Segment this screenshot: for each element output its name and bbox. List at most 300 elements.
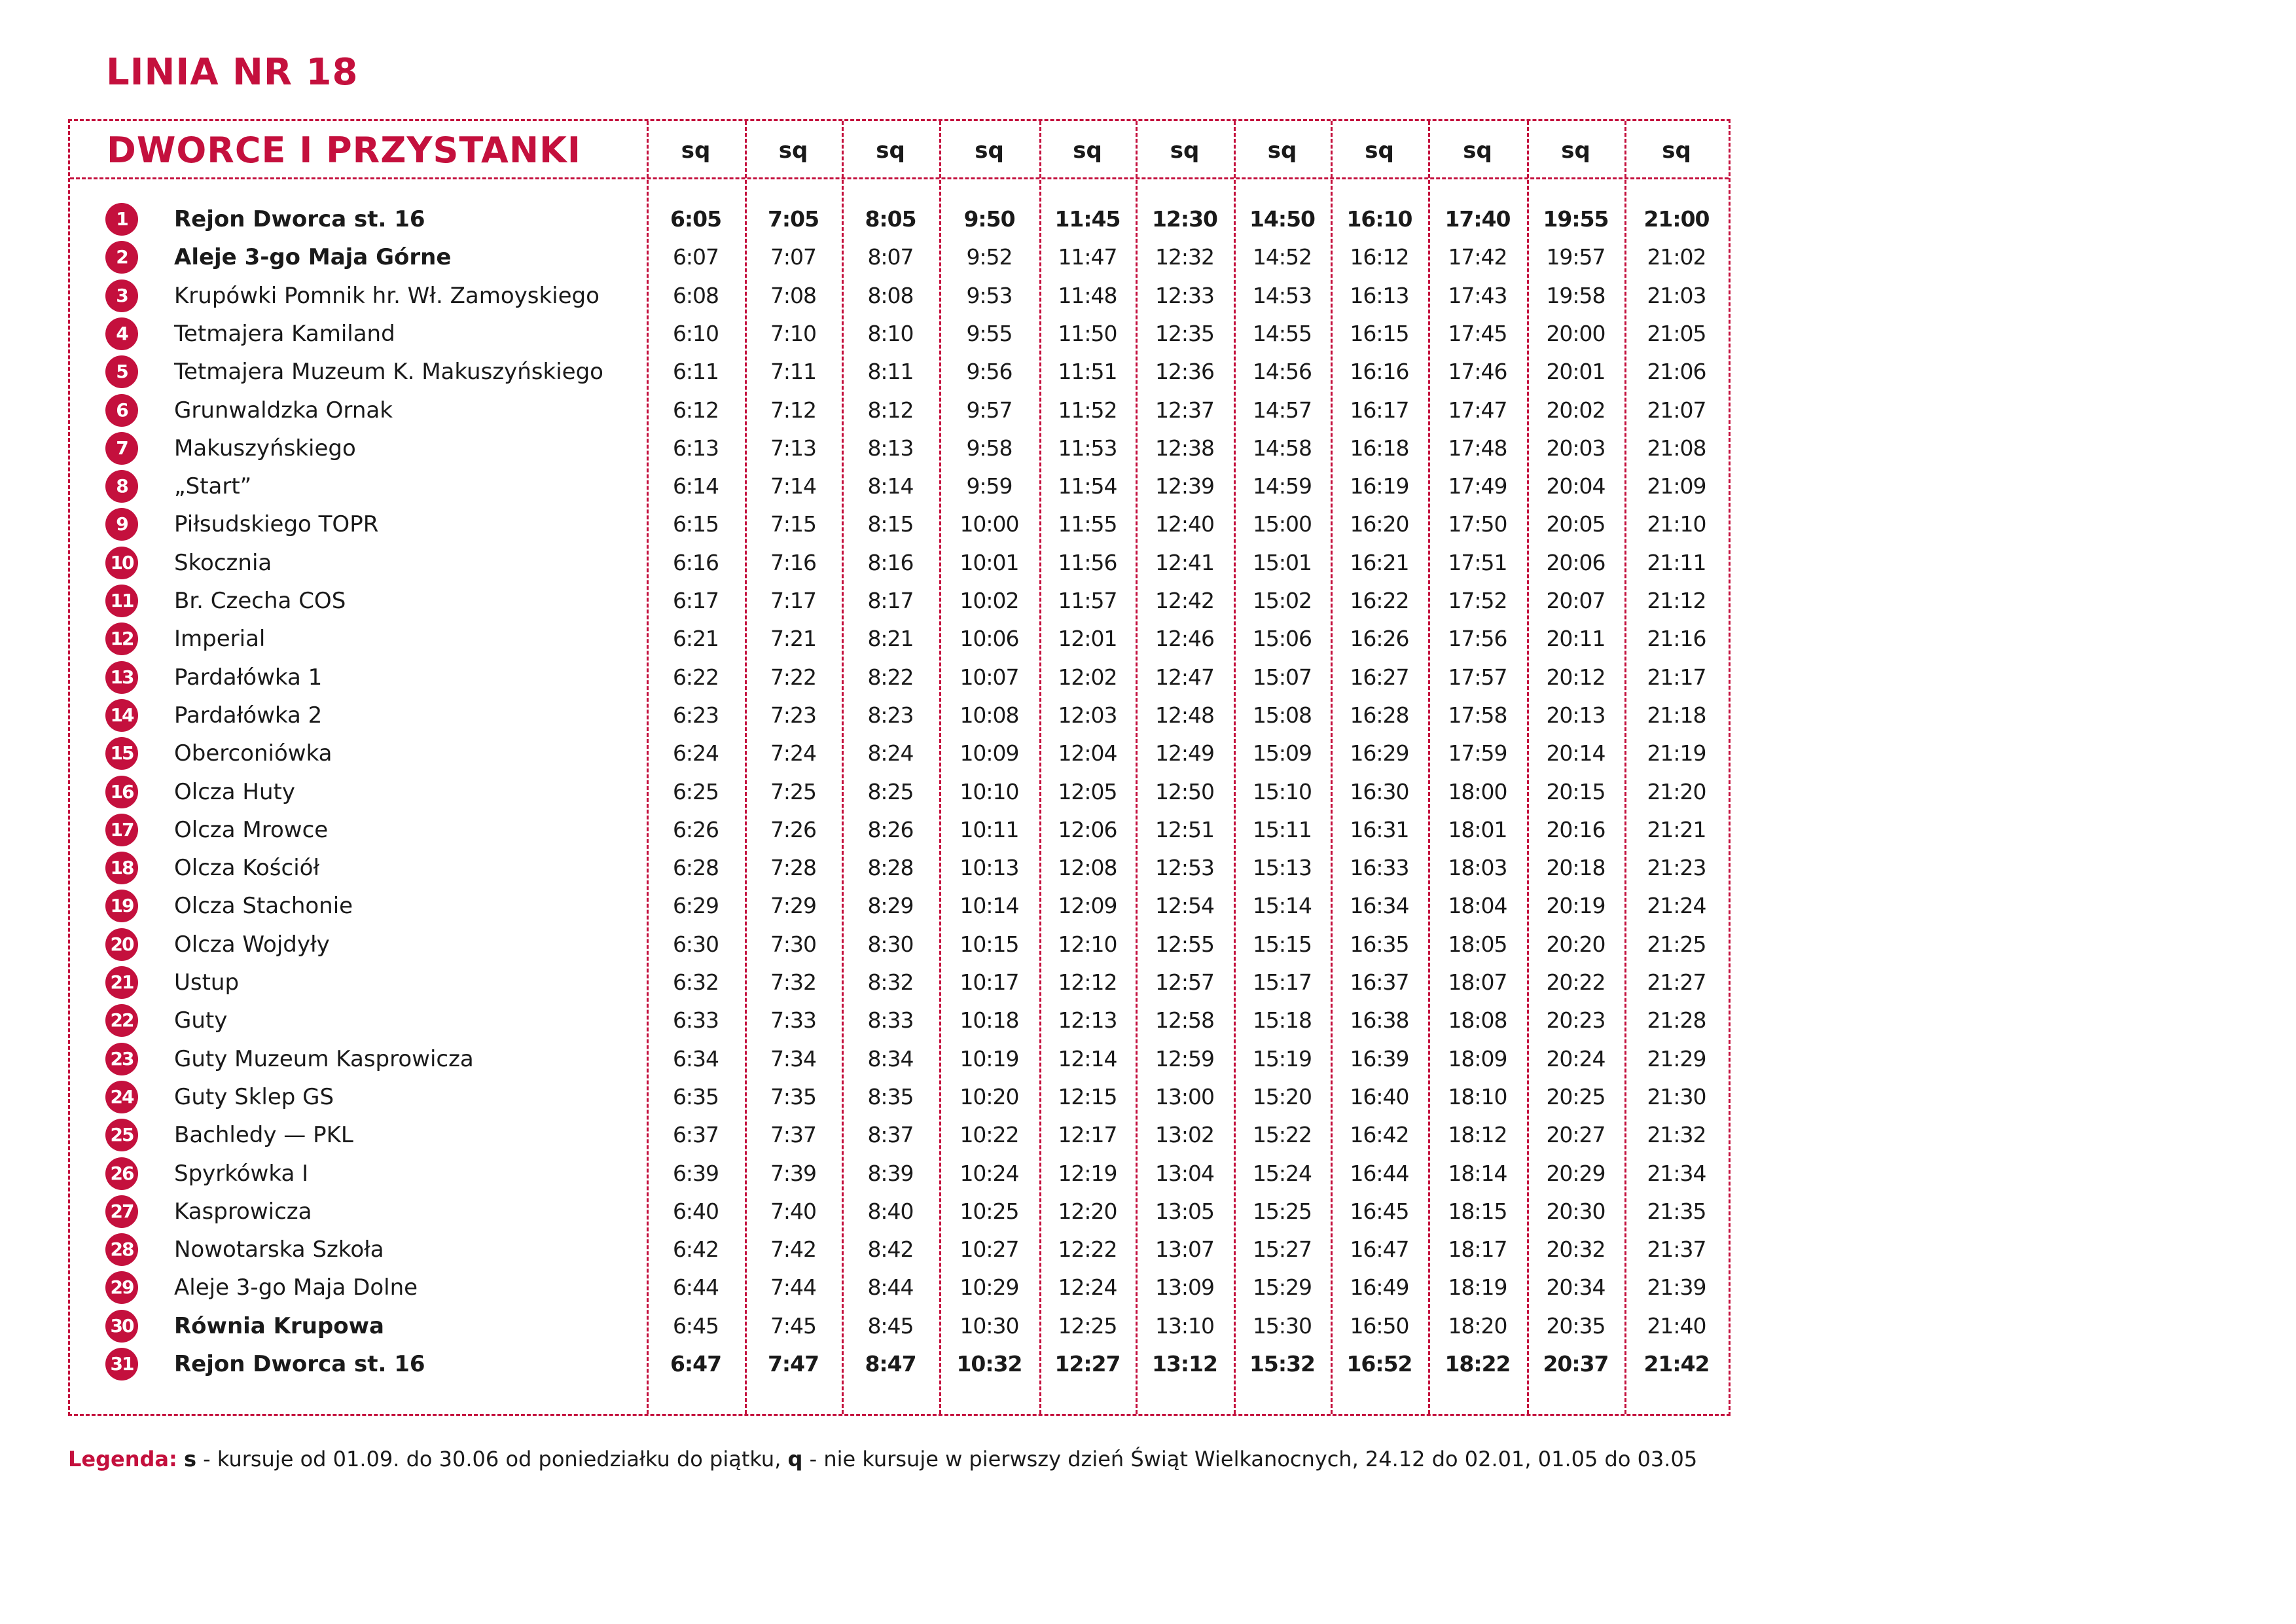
departure-time: 8:08 [867,282,914,308]
table-row [70,887,1729,925]
departure-time: 19:55 [1543,206,1609,232]
departure-time: 15:24 [1252,1160,1312,1186]
departure-time: 16:52 [1346,1351,1412,1377]
departure-time: 20:11 [1546,626,1605,652]
departure-time: 12:46 [1155,626,1215,652]
stop-name: Olcza Wojdyły [174,931,330,958]
departure-time: 10:11 [960,816,1019,842]
departure-time: 10:30 [960,1312,1019,1339]
departure-time: 11:56 [1058,549,1117,575]
departure-time: 18:08 [1448,1007,1507,1034]
departure-time: 18:12 [1448,1122,1507,1148]
table-row [70,1231,1729,1269]
departure-time: 20:32 [1546,1236,1605,1263]
stop-name: Tetmajera Muzeum K. Makuszyńskiego [174,359,603,386]
departure-time: 17:40 [1444,206,1511,232]
table-row [70,1155,1729,1193]
departure-time: 21:05 [1647,320,1706,346]
departure-time: 8:15 [867,511,914,537]
departure-time: 15:18 [1252,1007,1312,1034]
departure-time: 20:02 [1546,397,1605,423]
departure-time: 10:27 [960,1236,1019,1263]
departure-time: 7:16 [770,549,817,575]
departure-time: 13:00 [1155,1083,1215,1110]
course-header-3: sq [876,137,905,164]
departure-time: 13:09 [1155,1274,1215,1301]
departure-time: 6:13 [672,435,719,461]
stop-name: Skocznia [174,549,272,576]
departure-time: 21:12 [1647,588,1706,613]
departure-time: 6:23 [672,702,719,728]
departure-time: 9:53 [966,282,1013,308]
departure-time: 11:55 [1058,511,1117,537]
departure-time: 8:45 [867,1312,914,1339]
stop-name: Piłsudskiego TOPR [174,511,379,538]
departure-time: 20:23 [1546,1007,1605,1034]
stop-name: Pardałówka 2 [174,702,323,729]
departure-time: 8:34 [867,1045,914,1072]
departure-time: 14:55 [1252,320,1312,346]
legend-s-text: - kursuje od 01.09. do 30.06 od poniedziałku do piątku, [196,1447,788,1471]
departure-time: 18:01 [1448,816,1507,842]
table-row [70,1116,1729,1154]
departure-time: 20:04 [1546,473,1605,499]
departure-time: 21:35 [1647,1198,1706,1224]
table-row [70,277,1729,315]
departure-time: 14:57 [1252,397,1312,423]
column-separator [1428,121,1430,1414]
departure-time: 17:43 [1448,282,1507,308]
departure-time: 8:11 [867,359,914,385]
departure-time: 21:25 [1647,931,1706,957]
departure-time: 16:18 [1350,435,1409,461]
departure-time: 10:25 [960,1198,1019,1224]
departure-time: 8:21 [867,626,914,652]
departure-time: 21:28 [1647,1007,1706,1034]
stop-name: Makuszyńskiego [174,435,356,461]
departure-time: 8:05 [865,206,916,232]
departure-time: 17:57 [1448,664,1507,690]
departure-time: 8:33 [867,1007,914,1034]
departure-time: 16:21 [1350,549,1409,575]
departure-time: 7:10 [770,320,817,346]
departure-time: 7:12 [770,397,817,423]
departure-time: 17:56 [1448,626,1507,652]
course-header-2: sq [778,137,808,164]
departure-time: 15:20 [1252,1083,1312,1110]
departure-time: 7:42 [770,1236,817,1263]
stop-name: Imperial [174,626,266,653]
departure-time: 21:40 [1647,1312,1706,1339]
table-row [70,353,1729,391]
departure-time: 19:57 [1546,244,1605,270]
departure-time: 14:50 [1249,206,1316,232]
departure-time: 16:16 [1350,359,1409,385]
departure-time: 13:07 [1155,1236,1215,1263]
departure-time: 8:14 [867,473,914,499]
table-row [70,696,1729,734]
departure-time: 16:40 [1350,1083,1409,1110]
departure-time: 7:39 [770,1160,817,1186]
stop-name: Krupówki Pomnik hr. Wł. Zamoyskiego [174,282,600,309]
stop-number-badge: 5 [105,355,138,388]
column-separator [1624,121,1626,1414]
departure-time: 21:24 [1647,893,1706,919]
departure-time: 15:07 [1252,664,1312,690]
departure-time: 12:50 [1155,778,1215,804]
departure-time: 17:58 [1448,702,1507,728]
departure-time: 8:22 [867,664,914,690]
departure-time: 18:15 [1448,1198,1507,1224]
departure-time: 10:17 [960,969,1019,995]
departure-time: 15:10 [1252,778,1312,804]
departure-time: 14:53 [1252,282,1312,308]
stop-name: Guty [174,1007,228,1034]
departure-time: 7:08 [770,282,817,308]
departure-time: 21:18 [1647,702,1706,728]
departure-time: 17:59 [1448,740,1507,767]
departure-time: 16:39 [1350,1045,1409,1072]
table-row [70,773,1729,811]
departure-time: 15:09 [1252,740,1312,767]
stop-number-badge: 12 [105,623,138,655]
table-row [70,811,1729,849]
departure-time: 11:47 [1058,244,1117,270]
departure-time: 6:35 [672,1083,719,1110]
departure-time: 10:13 [960,855,1019,881]
table-row [70,544,1729,582]
departure-time: 16:12 [1350,244,1409,270]
stop-name: Oberconiówka [174,740,332,767]
course-header-10: sq [1561,137,1590,164]
departure-time: 12:22 [1058,1236,1117,1263]
stop-number-badge: 1 [105,203,138,236]
departure-time: 20:00 [1546,320,1605,346]
departure-time: 12:42 [1155,588,1215,613]
departure-time: 16:34 [1350,893,1409,919]
departure-time: 6:33 [672,1007,719,1034]
departure-time: 12:49 [1155,740,1215,767]
departure-time: 12:48 [1155,702,1215,728]
departure-time: 20:16 [1546,816,1605,842]
departure-time: 6:07 [672,244,719,270]
table-row [70,1078,1729,1116]
stop-number-badge: 13 [105,661,138,694]
stop-name: Guty Sklep GS [174,1083,334,1110]
departure-time: 6:08 [672,282,719,308]
departure-time: 7:33 [770,1007,817,1034]
table-row [70,926,1729,964]
departure-time: 6:11 [672,359,719,385]
table-row [70,429,1729,467]
departure-time: 21:23 [1647,855,1706,881]
departure-time: 21:09 [1647,473,1706,499]
table-row [70,964,1729,1001]
departure-time: 8:16 [867,549,914,575]
course-header-5: sq [1073,137,1102,164]
departure-time: 21:21 [1647,816,1706,842]
departure-time: 6:28 [672,855,719,881]
stop-number-badge: 6 [105,394,138,427]
departure-time: 17:47 [1448,397,1507,423]
departure-time: 16:20 [1350,511,1409,537]
departure-time: 7:35 [770,1083,817,1110]
departure-time: 20:01 [1546,359,1605,385]
stop-name: Rejon Dworca st. 16 [174,206,425,232]
departure-time: 12:06 [1058,816,1117,842]
column-separator [1234,121,1236,1414]
departure-time: 20:14 [1546,740,1605,767]
stop-name: Nowotarska Szkoła [174,1236,384,1263]
stop-number-badge: 27 [105,1195,138,1228]
stop-number-badge: 24 [105,1081,138,1113]
departure-time: 21:20 [1647,778,1706,804]
departure-time: 12:20 [1058,1198,1117,1224]
departure-time: 18:14 [1448,1160,1507,1186]
departure-time: 20:05 [1546,511,1605,537]
departure-time: 7:40 [770,1198,817,1224]
departure-time: 20:07 [1546,588,1605,613]
departure-time: 6:21 [672,626,719,652]
departure-time: 20:27 [1546,1122,1605,1148]
departure-time: 17:52 [1448,588,1507,613]
stop-number-badge: 29 [105,1271,138,1304]
departure-time: 16:15 [1350,320,1409,346]
departure-time: 6:34 [672,1045,719,1072]
departure-time: 12:38 [1155,435,1215,461]
departure-time: 11:53 [1058,435,1117,461]
departure-time: 10:14 [960,893,1019,919]
stop-number-badge: 18 [105,852,138,884]
departure-time: 9:57 [966,397,1013,423]
departure-time: 7:05 [767,206,819,232]
table-row [70,659,1729,696]
departure-time: 16:31 [1350,816,1409,842]
page-title: LINIA NR 18 [106,51,359,94]
departure-time: 18:19 [1448,1274,1507,1301]
departure-time: 10:10 [960,778,1019,804]
departure-time: 21:11 [1647,549,1706,575]
departure-time: 12:47 [1155,664,1215,690]
departure-time: 6:42 [672,1236,719,1263]
departure-time: 18:07 [1448,969,1507,995]
table-row [70,315,1729,353]
departure-time: 8:12 [867,397,914,423]
departure-time: 12:30 [1151,206,1218,232]
departure-time: 12:41 [1155,549,1215,575]
departure-time: 15:00 [1252,511,1312,537]
departure-time: 6:14 [672,473,719,499]
stop-number-badge: 20 [105,928,138,961]
legend-label: Legenda: [68,1447,177,1471]
departure-time: 7:17 [770,588,817,613]
departure-time: 8:47 [865,1351,916,1377]
departure-time: 15:25 [1252,1198,1312,1224]
departure-time: 21:39 [1647,1274,1706,1301]
departure-time: 12:08 [1058,855,1117,881]
departure-time: 21:34 [1647,1160,1706,1186]
departure-time: 12:33 [1155,282,1215,308]
departure-time: 8:07 [867,244,914,270]
stop-number-badge: 26 [105,1157,138,1190]
stop-name: Guty Muzeum Kasprowicza [174,1045,474,1072]
departure-time: 12:27 [1054,1351,1121,1377]
departure-time: 15:29 [1252,1274,1312,1301]
departure-time: 15:08 [1252,702,1312,728]
departure-time: 15:27 [1252,1236,1312,1263]
departure-time: 18:09 [1448,1045,1507,1072]
table-row [70,391,1729,429]
departure-time: 7:14 [770,473,817,499]
departure-time: 16:13 [1350,282,1409,308]
departure-time: 15:14 [1252,893,1312,919]
departure-time: 10:08 [960,702,1019,728]
column-separator [842,121,844,1414]
departure-time: 8:17 [867,588,914,613]
departure-time: 8:40 [867,1198,914,1224]
departure-time: 21:19 [1647,740,1706,767]
stop-number-badge: 28 [105,1233,138,1266]
departure-time: 10:15 [960,931,1019,957]
departure-time: 14:56 [1252,359,1312,385]
departure-time: 6:12 [672,397,719,423]
departure-time: 12:54 [1155,893,1215,919]
departure-time: 16:38 [1350,1007,1409,1034]
legend-q-text: - nie kursuje w pierwszy dzień Świąt Wielkanocnych, 24.12 do 02.01, 01.05 do 03.05 [802,1447,1698,1471]
timetable [68,119,1731,1416]
departure-time: 20:12 [1546,664,1605,690]
departure-time: 9:50 [963,206,1015,232]
table-row [70,467,1729,505]
departure-time: 21:37 [1647,1236,1706,1263]
departure-time: 20:25 [1546,1083,1605,1110]
departure-time: 7:37 [770,1122,817,1148]
departure-time: 12:10 [1058,931,1117,957]
departure-time: 6:37 [672,1122,719,1148]
departure-time: 8:35 [867,1083,914,1110]
departure-time: 12:09 [1058,893,1117,919]
departure-time: 21:00 [1643,206,1710,232]
departure-time: 20:34 [1546,1274,1605,1301]
departure-time: 16:27 [1350,664,1409,690]
departure-time: 15:13 [1252,855,1312,881]
table-row [70,582,1729,620]
departure-time: 16:44 [1350,1160,1409,1186]
departure-time: 16:19 [1350,473,1409,499]
stop-number-badge: 2 [105,241,138,274]
departure-time: 15:32 [1249,1351,1316,1377]
departure-time: 16:26 [1350,626,1409,652]
departure-time: 7:47 [767,1351,819,1377]
departure-time: 20:15 [1546,778,1605,804]
departure-time: 18:20 [1448,1312,1507,1339]
course-header-11: sq [1662,137,1691,164]
departure-time: 6:29 [672,893,719,919]
stop-name: Tetmajera Kamiland [174,320,395,347]
departure-time: 7:28 [770,855,817,881]
departure-time: 12:35 [1155,320,1215,346]
departure-time: 12:24 [1058,1274,1117,1301]
table-row [70,505,1729,543]
table-row [70,1040,1729,1078]
stop-number-badge: 8 [105,470,138,503]
departure-time: 21:29 [1647,1045,1706,1072]
legend [68,1447,1697,1471]
departure-time: 21:17 [1647,664,1706,690]
departure-time: 12:01 [1058,626,1117,652]
departure-time: 12:53 [1155,855,1215,881]
departure-time: 12:04 [1058,740,1117,767]
departure-time: 11:54 [1058,473,1117,499]
departure-time: 10:19 [960,1045,1019,1072]
departure-time: 10:18 [960,1007,1019,1034]
departure-time: 12:57 [1155,969,1215,995]
departure-time: 6:32 [672,969,719,995]
departure-time: 17:42 [1448,244,1507,270]
stop-number-badge: 30 [105,1310,138,1343]
departure-time: 21:27 [1647,969,1706,995]
departure-time: 15:02 [1252,588,1312,613]
departure-time: 7:34 [770,1045,817,1072]
stop-name: Olcza Huty [174,778,295,805]
departure-time: 21:08 [1647,435,1706,461]
departure-time: 15:19 [1252,1045,1312,1072]
departure-time: 20:20 [1546,931,1605,957]
departure-time: 6:40 [672,1198,719,1224]
departure-time: 12:05 [1058,778,1117,804]
departure-time: 17:48 [1448,435,1507,461]
stop-name: Spyrkówka I [174,1160,309,1187]
departure-time: 20:35 [1546,1312,1605,1339]
stop-number-badge: 4 [105,317,138,350]
departure-time: 12:51 [1155,816,1215,842]
departure-time: 15:11 [1252,816,1312,842]
departure-time: 20:37 [1543,1351,1609,1377]
departure-time: 18:03 [1448,855,1507,881]
departure-time: 16:33 [1350,855,1409,881]
departure-time: 6:15 [672,511,719,537]
departure-time: 12:58 [1155,1007,1215,1034]
departure-time: 16:35 [1350,931,1409,957]
column-separator [1527,121,1529,1414]
stop-number-badge: 17 [105,814,138,846]
departure-time: 16:45 [1350,1198,1409,1224]
departure-time: 16:50 [1350,1312,1409,1339]
departure-time: 11:45 [1054,206,1121,232]
departure-time: 16:42 [1350,1122,1409,1148]
stop-number-badge: 3 [105,280,138,312]
table-row [70,1307,1729,1345]
departure-time: 21:02 [1647,244,1706,270]
departure-time: 8:42 [867,1236,914,1263]
departure-time: 8:24 [867,740,914,767]
table-row [70,734,1729,772]
departure-time: 6:16 [672,549,719,575]
departure-time: 6:17 [672,588,719,613]
departure-time: 11:51 [1058,359,1117,385]
departure-time: 7:45 [770,1312,817,1339]
stop-name: Rejon Dworca st. 16 [174,1351,425,1377]
table-row [70,620,1729,658]
departure-time: 12:14 [1058,1045,1117,1072]
departure-time: 6:26 [672,816,719,842]
departure-time: 18:04 [1448,893,1507,919]
departure-time: 9:58 [966,435,1013,461]
stop-number-badge: 22 [105,1004,138,1037]
departure-time: 12:32 [1155,244,1215,270]
departure-time: 21:16 [1647,626,1706,652]
departure-time: 18:00 [1448,778,1507,804]
